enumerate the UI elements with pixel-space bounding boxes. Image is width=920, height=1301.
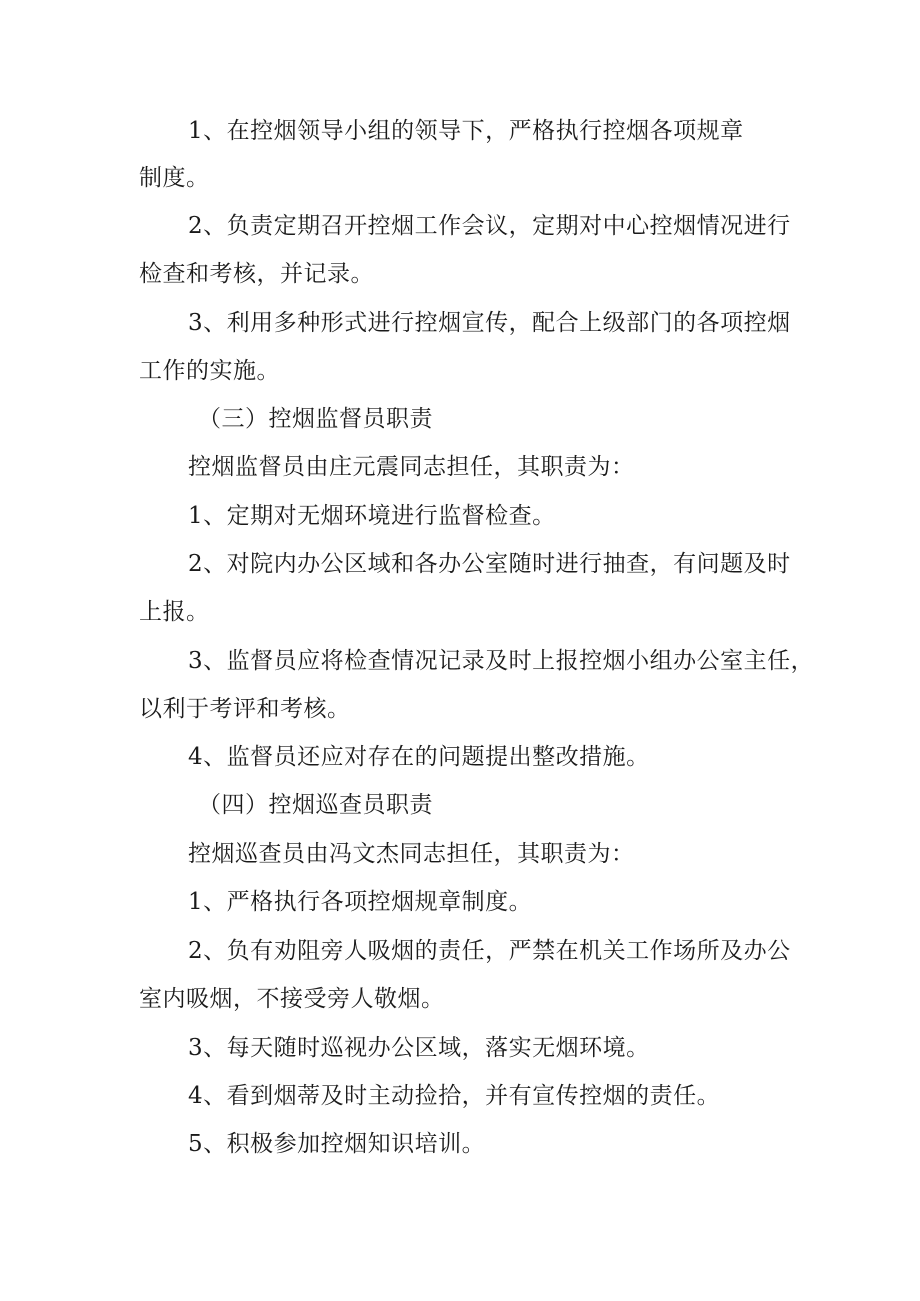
supervisor-duty-2-line-1: 2、对院内办公区域和各办公室随时进行抽查，有问题及时 <box>188 551 791 577</box>
duty-3-line-2: 工作的实施。 <box>139 358 280 384</box>
supervisor-duty-3-line-1: 3、监督员应将检查情况记录及时上报控烟小组办公室主任， <box>188 648 815 674</box>
supervisor-duty-2-line-2: 上报。 <box>139 599 210 625</box>
inspector-duty-2-line-1: 2、负有劝阻旁人吸烟的责任，严禁在机关工作场所及办公 <box>188 938 791 964</box>
duty-1-line-2: 制度。 <box>139 165 210 191</box>
inspector-duty-4: 4、看到烟蒂及时主动捡拾，并有宣传控烟的责任。 <box>188 1083 721 1109</box>
duty-1-line-1: 1、在控烟领导小组的领导下，严格执行控烟各项规章 <box>188 118 744 144</box>
section-heading-inspector: （四）控烟巡查员职责 <box>198 792 433 818</box>
supervisor-duty-1: 1、定期对无烟环境进行监督检查。 <box>188 503 556 529</box>
inspector-intro: 控烟巡查员由冯文杰同志担任，其职责为： <box>188 841 635 867</box>
inspector-duty-1: 1、严格执行各项控烟规章制度。 <box>188 889 533 915</box>
section-heading-supervisor: （三）控烟监督员职责 <box>198 406 433 432</box>
duty-2-line-1: 2、负责定期召开控烟工作会议，定期对中心控烟情况进行 <box>188 213 791 239</box>
supervisor-intro: 控烟监督员由庄元震同志担任，其职责为： <box>188 454 635 480</box>
supervisor-duty-3-line-2: 以利于考评和考核。 <box>139 696 351 722</box>
inspector-duty-3: 3、每天随时巡视办公区域，落实无烟环境。 <box>188 1035 650 1061</box>
inspector-duty-5: 5、积极参加控烟知识培训。 <box>188 1131 486 1157</box>
duty-2-line-2: 检查和考核，并记录。 <box>139 261 374 287</box>
inspector-duty-2-line-2: 室内吸烟，不接受旁人敬烟。 <box>139 986 445 1012</box>
supervisor-duty-4: 4、监督员还应对存在的问题提出整改措施。 <box>188 744 650 770</box>
duty-3-line-1: 3、利用多种形式进行控烟宣传，配合上级部门的各项控烟 <box>188 310 791 336</box>
